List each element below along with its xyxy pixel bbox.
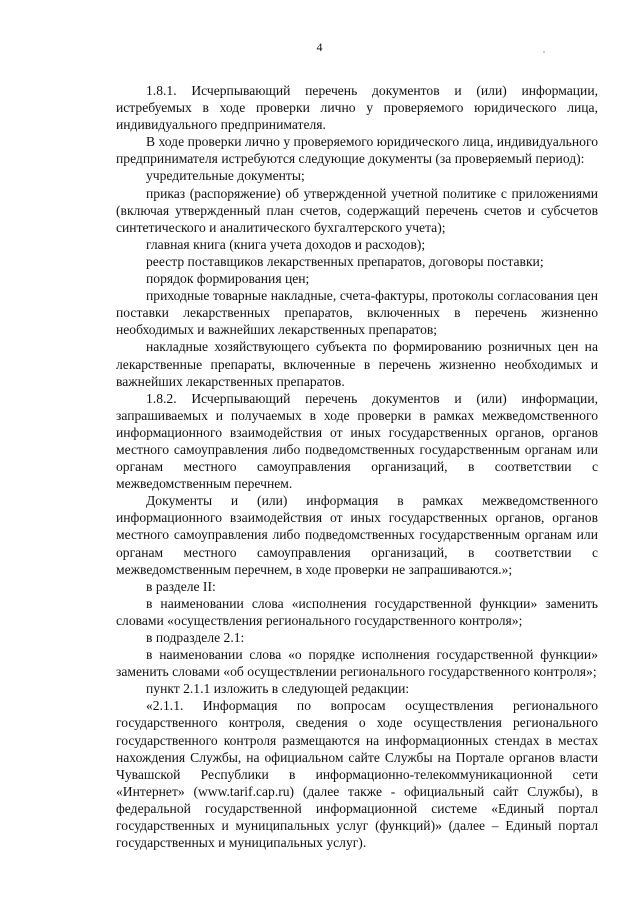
list-item-accounting-policy-order: приказ (распоряжение) об утвержденной учетной политике с приложениями (включая утвержденный план счетов, содержащий перечень счетов и субсчетов синтетического и аналитического бухгалтерского учета); <box>116 185 598 235</box>
paragraph-subsection-2-1-title-change: в наименовании слова «о порядке исполнения государственной функции» заменить словами «об осуществлении регионального государственного контроля»; <box>116 647 598 680</box>
paragraph-1-8-2: 1.8.2. Исчерпывающий перечень документов и (или) информации, запрашиваемых и получаемых в ходе проверки в рамках межведомственного информационного взаимодействия от иных государственных органов, органов местного самоуправления либо подведомственных государственным органам или органам местного самоуправления организаций, в соответствии с межведомственным перечнем. <box>116 390 598 492</box>
paragraph-subsection-2-1: в подразделе 2.1: <box>146 630 245 645</box>
list-item-founding-documents: учредительные документы; <box>146 168 305 184</box>
paragraph-clause-2-1-1-text: «2.1.1. Информация по вопросам осуществления регионального государственного контроля, сведения о ходе осуществления регионального государственного контроля размещаются на информационных стендах в местах нахождения Службы, на официальном сайте Службы на Портале органов власти Чувашской Республики в информационно-телекоммуникационной сети «Интернет» (www.tarif.cap.ru) (далее также - официальный сайт Службы), в федеральной государственной информационной системе «Единый портал государственных и муниципальных услуг (функций)» (далее – Единый портал государственных и муниципальных услуг). <box>116 698 598 851</box>
document-body <box>116 82 598 851</box>
list-item-invoices-protocols: приходные товарные накладные, счета-фактуры, протоколы согласования цен поставки лекарственных препаратов, включенных в перечень жизненно необходимых и важнейших лекарственных препаратов; <box>116 288 598 338</box>
page-number: 4 <box>316 40 323 54</box>
list-item-pricing-procedure: порядок формирования цен; <box>146 271 310 287</box>
list-item-retail-price-waybills: накладные хозяйствующего субъекта по формированию розничных цен на лекарственные препараты, включенные в перечень жизненно необходимых и важнейших лекарственных препаратов. <box>116 339 598 389</box>
list-item-supplier-register: реестр поставщиков лекарственных препаратов, договоры поставки; <box>146 253 544 269</box>
paragraph-inspection-documents-intro: В ходе проверки лично у проверяемого юридического лица, индивидуального предпринимателя истребуются следующие документы (за проверяемый период): <box>116 134 598 167</box>
paragraph-interagency-documents: Документы и (или) информация в рамках межведомственного информационного взаимодействия от иных государственных органов, органов местного самоуправления либо подведомственных государственным органам или органам местного самоуправления организаций, в соответствии с межведомственным перечнем, в ходе проверки не запрашиваются.»; <box>116 493 598 577</box>
paragraph-1-8-1: 1.8.1. Исчерпывающий перечень документов и (или) информации, истребуемых в ходе проверки лично у проверяемого юридического лица, индивидуального предпринимателя. <box>116 83 598 133</box>
scan-speck <box>543 51 545 53</box>
paragraph-section-ii: в разделе II: <box>146 578 216 594</box>
paragraph-clause-2-1-1-intro: пункт 2.1.1 изложить в следующей редакции: <box>146 681 410 697</box>
paragraph-section-ii-title-change: в наименовании слова «исполнения государственной функции» заменить словами «осуществления регионального государственного контроля»; <box>116 595 598 628</box>
list-item-general-ledger: главная книга (книга учета доходов и расходов); <box>146 236 426 252</box>
